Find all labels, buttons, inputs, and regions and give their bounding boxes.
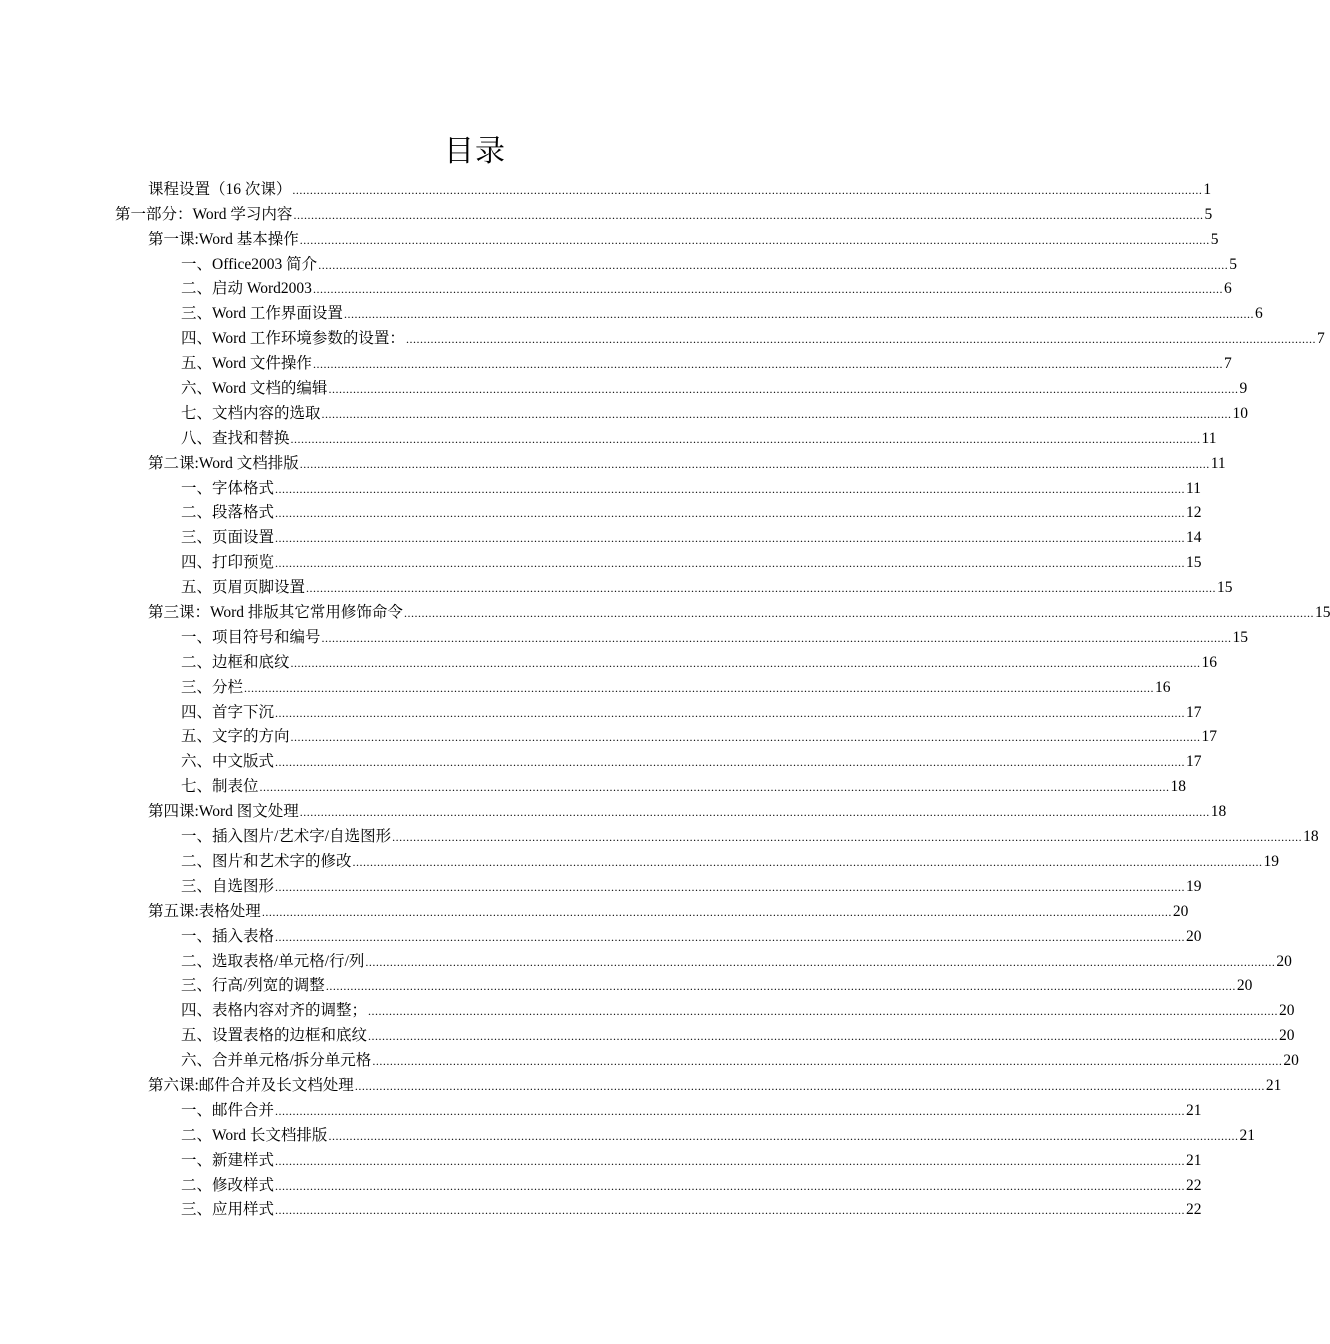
- toc-entry-label: 二、图片和艺术字的修改: [181, 852, 352, 870]
- toc-entry-label: 第一课:Word 基本操作: [148, 230, 299, 248]
- toc-entry-label: 课程设置（16 次课）: [148, 180, 292, 198]
- toc-leader-dots: ....................................................................................................................................................................................................................................................................: [312, 282, 1223, 297]
- toc-leader-dots: ....................................................................................................................................................................................................................................................................: [328, 1128, 1239, 1143]
- toc-entry[interactable]: [0, 299, 1263, 324]
- toc-leader-dots: ....................................................................................................................................................................................................................................................................: [299, 232, 1210, 247]
- toc-entry-page: 21: [1186, 1101, 1202, 1119]
- toc-entry-label: 二、Word 长文档排版: [181, 1126, 328, 1144]
- toc-entry[interactable]: [0, 573, 1233, 598]
- toc-entry[interactable]: [0, 200, 1213, 225]
- toc-entry-label: 三、分栏: [181, 678, 244, 696]
- toc-entry-page: 12: [1186, 504, 1202, 522]
- toc-entry-page: 5: [1229, 255, 1237, 273]
- toc-entry[interactable]: [0, 250, 1237, 275]
- toc-entry-page: 15: [1232, 628, 1249, 646]
- page-title: 目录: [444, 135, 506, 168]
- toc-entry[interactable]: [0, 922, 1202, 947]
- toc-entry[interactable]: [0, 797, 1227, 822]
- toc-entry-label: 二、段落格式: [181, 504, 275, 522]
- toc-entry-label: 三、Word 工作界面设置: [181, 305, 343, 323]
- toc-entry[interactable]: [0, 1071, 1282, 1096]
- toc-entry-page: 22: [1186, 1201, 1202, 1219]
- toc-entry-label: 四、首字下沉: [181, 703, 275, 721]
- toc-entry-page: 17: [1186, 753, 1202, 771]
- toc-entry-label: 六、Word 文档的编辑: [181, 380, 328, 398]
- toc-entry-label: 五、Word 文件操作: [181, 355, 312, 373]
- toc-leader-dots: ....................................................................................................................................................................................................................................................................: [312, 357, 1223, 372]
- toc-leader-dots: ....................................................................................................................................................................................................................................................................: [275, 1178, 1186, 1193]
- toc-entry-page: 15: [1186, 554, 1202, 572]
- toc-entry-page: 15: [1217, 579, 1233, 597]
- toc-entry-page: 18: [1303, 828, 1319, 846]
- toc-entry-page: 21: [1265, 1076, 1282, 1094]
- toc-entry-label: 三、应用样式: [181, 1201, 275, 1219]
- toc-entry-page: 6: [1254, 305, 1263, 323]
- toc-entry-label: 七、文档内容的选取: [181, 404, 321, 422]
- toc-entry-page: 20: [1279, 1002, 1295, 1020]
- toc-entry[interactable]: [0, 175, 1212, 200]
- toc-entry[interactable]: [0, 424, 1217, 449]
- toc-entry[interactable]: [0, 897, 1189, 922]
- toc-entry-page: 18: [1210, 803, 1227, 821]
- toc-entry[interactable]: [0, 275, 1232, 300]
- toc-entry[interactable]: [0, 225, 1219, 250]
- toc-entry-label: 一、字体格式: [181, 479, 275, 497]
- toc-entry[interactable]: [0, 499, 1202, 524]
- toc-entry-label: 第六课:邮件合并及长文档处理: [148, 1076, 354, 1094]
- toc-entry[interactable]: [0, 1146, 1202, 1171]
- toc-entry-page: 10: [1232, 404, 1249, 422]
- toc-entry-label: 四、Word 工作环境参数的设置：: [181, 330, 405, 348]
- toc-entry-page: 18: [1170, 778, 1187, 796]
- toc-entry-page: 20: [1186, 927, 1202, 945]
- toc-entry[interactable]: [0, 1096, 1202, 1121]
- toc-entry[interactable]: [0, 449, 1226, 474]
- toc-entry-label: 五、页眉页脚设置: [181, 579, 306, 597]
- toc-entry[interactable]: [0, 847, 1280, 872]
- toc-leader-dots: ....................................................................................................................................................................................................................................................................: [290, 730, 1201, 745]
- toc-entry[interactable]: [0, 324, 1325, 349]
- toc-entry-page: 20: [1279, 1027, 1295, 1045]
- toc-entry-page: 1: [1203, 180, 1212, 198]
- toc-entry[interactable]: [0, 1196, 1202, 1221]
- toc-leader-dots: ....................................................................................................................................................................................................................................................................: [275, 1103, 1186, 1118]
- toc-entry[interactable]: [0, 1171, 1202, 1196]
- toc-leader-dots: ....................................................................................................................................................................................................................................................................: [259, 780, 1170, 795]
- toc-entry-page: 6: [1223, 280, 1232, 298]
- toc-entry[interactable]: [0, 623, 1249, 648]
- toc-entry-page: 11: [1201, 429, 1217, 447]
- toc-entry-label: 八、查找和替换: [181, 429, 290, 447]
- toc-entry-label: 四、表格内容对齐的调整；: [181, 1002, 368, 1020]
- toc-entry[interactable]: [0, 947, 1292, 972]
- toc-entry[interactable]: [0, 1046, 1299, 1071]
- toc-leader-dots: ....................................................................................................................................................................................................................................................................: [292, 182, 1203, 197]
- toc-entry[interactable]: [0, 474, 1201, 499]
- toc-leader-dots: ....................................................................................................................................................................................................................................................................: [368, 1029, 1279, 1044]
- toc-leader-dots: ....................................................................................................................................................................................................................................................................: [275, 531, 1186, 546]
- toc-entry-page: 17: [1201, 728, 1218, 746]
- toc-leader-dots: ....................................................................................................................................................................................................................................................................: [321, 406, 1232, 421]
- toc-leader-dots: ....................................................................................................................................................................................................................................................................: [275, 929, 1186, 944]
- toc-entry-page: 20: [1236, 977, 1253, 995]
- toc-entry-label: 二、边框和底纹: [181, 653, 290, 671]
- toc-entry-label: 二、选取表格/单元格/行/列: [181, 952, 365, 970]
- toc-entry-label: 三、行高/列宽的调整: [181, 977, 325, 995]
- toc-leader-dots: ....................................................................................................................................................................................................................................................................: [290, 655, 1201, 670]
- toc-entry-label: 第一部分：Word 学习内容: [115, 205, 293, 223]
- toc-leader-dots: ....................................................................................................................................................................................................................................................................: [392, 830, 1303, 845]
- toc-leader-dots: ....................................................................................................................................................................................................................................................................: [275, 705, 1186, 720]
- toc-entry-label: 一、插入图片/艺术字/自选图形: [181, 828, 392, 846]
- toc-leader-dots: ....................................................................................................................................................................................................................................................................: [299, 456, 1210, 471]
- toc-list: [0, 175, 1330, 1220]
- toc-entry-page: 19: [1186, 877, 1202, 895]
- toc-entry-page: 5: [1204, 205, 1213, 223]
- toc-entry-page: 15: [1314, 604, 1330, 622]
- toc-entry-label: 一、插入表格: [181, 927, 275, 945]
- toc-leader-dots: ....................................................................................................................................................................................................................................................................: [365, 954, 1276, 969]
- toc-entry-page: 16: [1201, 653, 1218, 671]
- toc-entry-label: 一、项目符号和编号: [181, 628, 321, 646]
- toc-entry-page: 19: [1263, 852, 1280, 870]
- toc-leader-dots: ....................................................................................................................................................................................................................................................................: [372, 1054, 1283, 1069]
- toc-leader-dots: ....................................................................................................................................................................................................................................................................: [244, 680, 1155, 695]
- toc-leader-dots: ....................................................................................................................................................................................................................................................................: [343, 307, 1254, 322]
- toc-leader-dots: ....................................................................................................................................................................................................................................................................: [368, 1004, 1279, 1019]
- toc-entry[interactable]: [0, 772, 1187, 797]
- toc-entry-label: 七、制表位: [181, 778, 259, 796]
- toc-entry[interactable]: [0, 349, 1232, 374]
- toc-entry[interactable]: [0, 972, 1253, 997]
- toc-entry[interactable]: [0, 1021, 1295, 1046]
- toc-entry-label: 第五课:表格处理: [148, 902, 261, 920]
- toc-entry[interactable]: [0, 747, 1202, 772]
- toc-entry[interactable]: [0, 399, 1249, 424]
- toc-entry-label: 三、页面设置: [181, 529, 275, 547]
- toc-entry-page: 16: [1155, 678, 1171, 696]
- toc-entry[interactable]: [0, 822, 1319, 847]
- toc-entry[interactable]: [0, 872, 1202, 897]
- toc-leader-dots: ....................................................................................................................................................................................................................................................................: [293, 207, 1204, 222]
- toc-entry[interactable]: [0, 673, 1171, 698]
- toc-entry[interactable]: [0, 648, 1218, 673]
- toc-entry-label: 第二课:Word 文档排版: [148, 454, 299, 472]
- toc-leader-dots: ....................................................................................................................................................................................................................................................................: [261, 904, 1172, 919]
- toc-leader-dots: ....................................................................................................................................................................................................................................................................: [299, 805, 1210, 820]
- toc-entry-label: 三、自选图形: [181, 877, 275, 895]
- toc-entry-page: 21: [1186, 1151, 1202, 1169]
- toc-entry-page: 9: [1239, 380, 1248, 398]
- toc-leader-dots: ....................................................................................................................................................................................................................................................................: [318, 257, 1229, 272]
- toc-leader-dots: ....................................................................................................................................................................................................................................................................: [275, 556, 1186, 571]
- toc-leader-dots: ....................................................................................................................................................................................................................................................................: [275, 1153, 1186, 1168]
- toc-entry[interactable]: [0, 598, 1330, 623]
- toc-leader-dots: ....................................................................................................................................................................................................................................................................: [275, 879, 1186, 894]
- toc-leader-dots: ....................................................................................................................................................................................................................................................................: [275, 481, 1186, 496]
- toc-leader-dots: ....................................................................................................................................................................................................................................................................: [275, 506, 1186, 521]
- toc-leader-dots: ....................................................................................................................................................................................................................................................................: [325, 979, 1236, 994]
- toc-leader-dots: ....................................................................................................................................................................................................................................................................: [328, 382, 1239, 397]
- toc-entry-page: 17: [1186, 703, 1202, 721]
- toc-leader-dots: ....................................................................................................................................................................................................................................................................: [405, 332, 1316, 347]
- toc-leader-dots: ....................................................................................................................................................................................................................................................................: [275, 755, 1186, 770]
- toc-leader-dots: ....................................................................................................................................................................................................................................................................: [352, 854, 1263, 869]
- toc-entry-label: 二、启动 Word2003: [181, 280, 312, 298]
- toc-entry[interactable]: [0, 1121, 1255, 1146]
- toc-entry-page: 21: [1239, 1126, 1255, 1144]
- toc-leader-dots: ....................................................................................................................................................................................................................................................................: [403, 606, 1314, 621]
- toc-entry-page: 20: [1283, 1052, 1299, 1070]
- toc-entry[interactable]: [0, 698, 1202, 723]
- toc-entry-page: 20: [1172, 902, 1189, 920]
- toc-entry-label: 六、合并单元格/拆分单元格: [181, 1052, 372, 1070]
- toc-entry-page: 7: [1223, 355, 1232, 373]
- toc-entry[interactable]: [0, 523, 1202, 548]
- toc-entry-label: 一、Office2003 简介: [181, 255, 318, 273]
- toc-entry-page: 20: [1276, 952, 1292, 970]
- toc-entry[interactable]: [0, 723, 1218, 748]
- toc-entry-page: 14: [1186, 529, 1202, 547]
- toc-entry-page: 22: [1186, 1176, 1202, 1194]
- toc-leader-dots: ....................................................................................................................................................................................................................................................................: [275, 1203, 1186, 1218]
- toc-leader-dots: ....................................................................................................................................................................................................................................................................: [306, 581, 1217, 596]
- toc-entry-page: 11: [1186, 479, 1201, 497]
- toc-entry-label: 一、新建样式: [181, 1151, 275, 1169]
- toc-entry-label: 第三课：Word 排版其它常用修饰命令: [148, 604, 403, 622]
- toc-leader-dots: ....................................................................................................................................................................................................................................................................: [354, 1078, 1265, 1093]
- toc-entry[interactable]: [0, 548, 1202, 573]
- toc-entry-label: 第四课:Word 图文处理: [148, 803, 299, 821]
- toc-entry-page: 7: [1316, 330, 1325, 348]
- toc-entry[interactable]: [0, 996, 1295, 1021]
- toc-leader-dots: ....................................................................................................................................................................................................................................................................: [321, 630, 1232, 645]
- toc-entry-label: 五、文字的方向: [181, 728, 290, 746]
- toc-entry-label: 二、修改样式: [181, 1176, 275, 1194]
- toc-leader-dots: ....................................................................................................................................................................................................................................................................: [290, 431, 1201, 446]
- toc-entry[interactable]: [0, 374, 1248, 399]
- toc-entry-page: 5: [1210, 230, 1219, 248]
- toc-entry-label: 一、邮件合并: [181, 1101, 275, 1119]
- toc-entry-label: 四、打印预览: [181, 554, 275, 572]
- toc-entry-label: 五、设置表格的边框和底纹: [181, 1027, 368, 1045]
- toc-entry-label: 六、中文版式: [181, 753, 275, 771]
- toc-entry-page: 11: [1210, 454, 1226, 472]
